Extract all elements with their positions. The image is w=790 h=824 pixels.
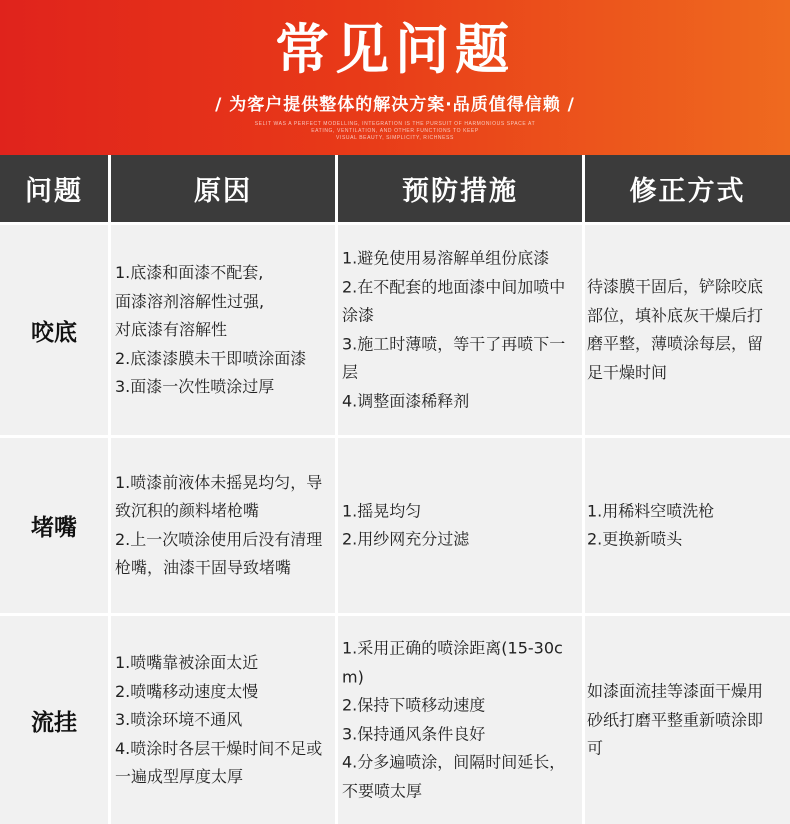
fix-line: 如漆面流挂等漆面干燥用砂纸打磨平整重新喷涂即可 — [587, 681, 764, 758]
cause-line: 面漆溶剂溶解性过强, — [115, 291, 265, 311]
prevention-line: 1.摇晃均匀 — [342, 501, 422, 520]
fix-line: 2.更换新喷头 — [587, 529, 683, 549]
prevention-cell — [338, 438, 582, 613]
fix-line: 待漆膜干固后，铲除咬底部位，填补底灰干燥后打磨平整，薄喷涂每层，留足干燥时间 — [587, 277, 764, 382]
cause-cell — [111, 225, 335, 435]
english-tagline — [0, 121, 790, 142]
prevention-line: 1.采用正确的喷涂距离(15-30cm) — [342, 638, 563, 686]
table-row — [0, 225, 790, 438]
prevention-line: 3.施工时薄喷，等干了再喷下一层 — [342, 334, 566, 382]
page-title: 常见问题 — [275, 18, 515, 81]
cause-line: 对底漆有溶解性 — [115, 319, 228, 339]
english-tagline-line: VISUAL BEAUTY, SIMPLICITY, RICHNESS — [336, 135, 454, 141]
header-banner — [0, 0, 790, 155]
fix-cell — [585, 616, 790, 824]
cause-line: 2.上一次喷涂使用后没有清理枪嘴，油漆干固导致堵嘴 — [115, 529, 323, 577]
header-cause: 原因 — [111, 155, 335, 222]
fix-cell — [585, 225, 790, 435]
cause-line: 1.底漆和面漆不配套, — [115, 262, 264, 282]
cause-line: 2.喷嘴移动速度太慢 — [115, 681, 259, 701]
prevention-line: 4.调整面漆稀释剂 — [342, 391, 470, 410]
cause-cell — [111, 616, 335, 824]
prevention-line: 2.在不配套的地面漆中间加喷中涂漆 — [342, 277, 566, 325]
cause-line: 1.喷嘴靠被涂面太近 — [115, 652, 259, 672]
table-row — [0, 616, 790, 824]
problem-cell: 咬底 — [0, 225, 108, 435]
cause-line: 3.面漆一次性喷涂过厚 — [115, 376, 275, 396]
table-row — [0, 438, 790, 616]
prevention-line: 4.分多遍喷涂，间隔时间延长，不要喷太厚 — [342, 752, 566, 800]
prevention-line: 2.保持下喷移动速度 — [342, 695, 486, 715]
prevention-line: 3.保持通风条件良好 — [342, 724, 486, 743]
prevention-cell — [338, 225, 582, 435]
faq-table — [0, 155, 790, 824]
cause-line: 1.喷漆前液体未摇晃均匀，导致沉积的颜料堵枪嘴 — [115, 472, 323, 520]
prevention-cell — [338, 616, 582, 824]
prevention-line: 2.用纱网充分过滤 — [342, 529, 470, 549]
header-problem: 问题 — [0, 155, 108, 222]
prevention-line: 1.避免使用易溶解单组份底漆 — [342, 248, 550, 268]
english-tagline-line: EATING, VENTILATION, AND OTHER FUNCTIONS TO KEEP — [311, 128, 479, 134]
problem-cell: 流挂 — [0, 616, 108, 824]
page-slogan: / 为客户提供整体的解决方案·品质值得信赖 / — [215, 95, 575, 115]
cause-line: 4.喷涂时各层干燥时间不足或一遍成型厚度太厚 — [115, 738, 323, 786]
table-header-row — [0, 155, 790, 225]
header-fix: 修正方式 — [585, 155, 790, 222]
problem-cell: 堵嘴 — [0, 438, 108, 613]
fix-cell — [585, 438, 790, 613]
cause-cell — [111, 438, 335, 613]
cause-line: 3.喷涂环境不通风 — [115, 709, 243, 729]
english-tagline-line: SELIT WAS A PERFECT MODELLING, INTEGRATION IS THE PURSUIT OF HARMONIOUS SPACE AT — [254, 121, 536, 127]
cause-line: 2.底漆漆膜未干即喷涂面漆 — [115, 348, 307, 368]
header-prevention: 预防措施 — [338, 155, 582, 222]
fix-line: 1.用稀料空喷洗枪 — [587, 501, 715, 520]
